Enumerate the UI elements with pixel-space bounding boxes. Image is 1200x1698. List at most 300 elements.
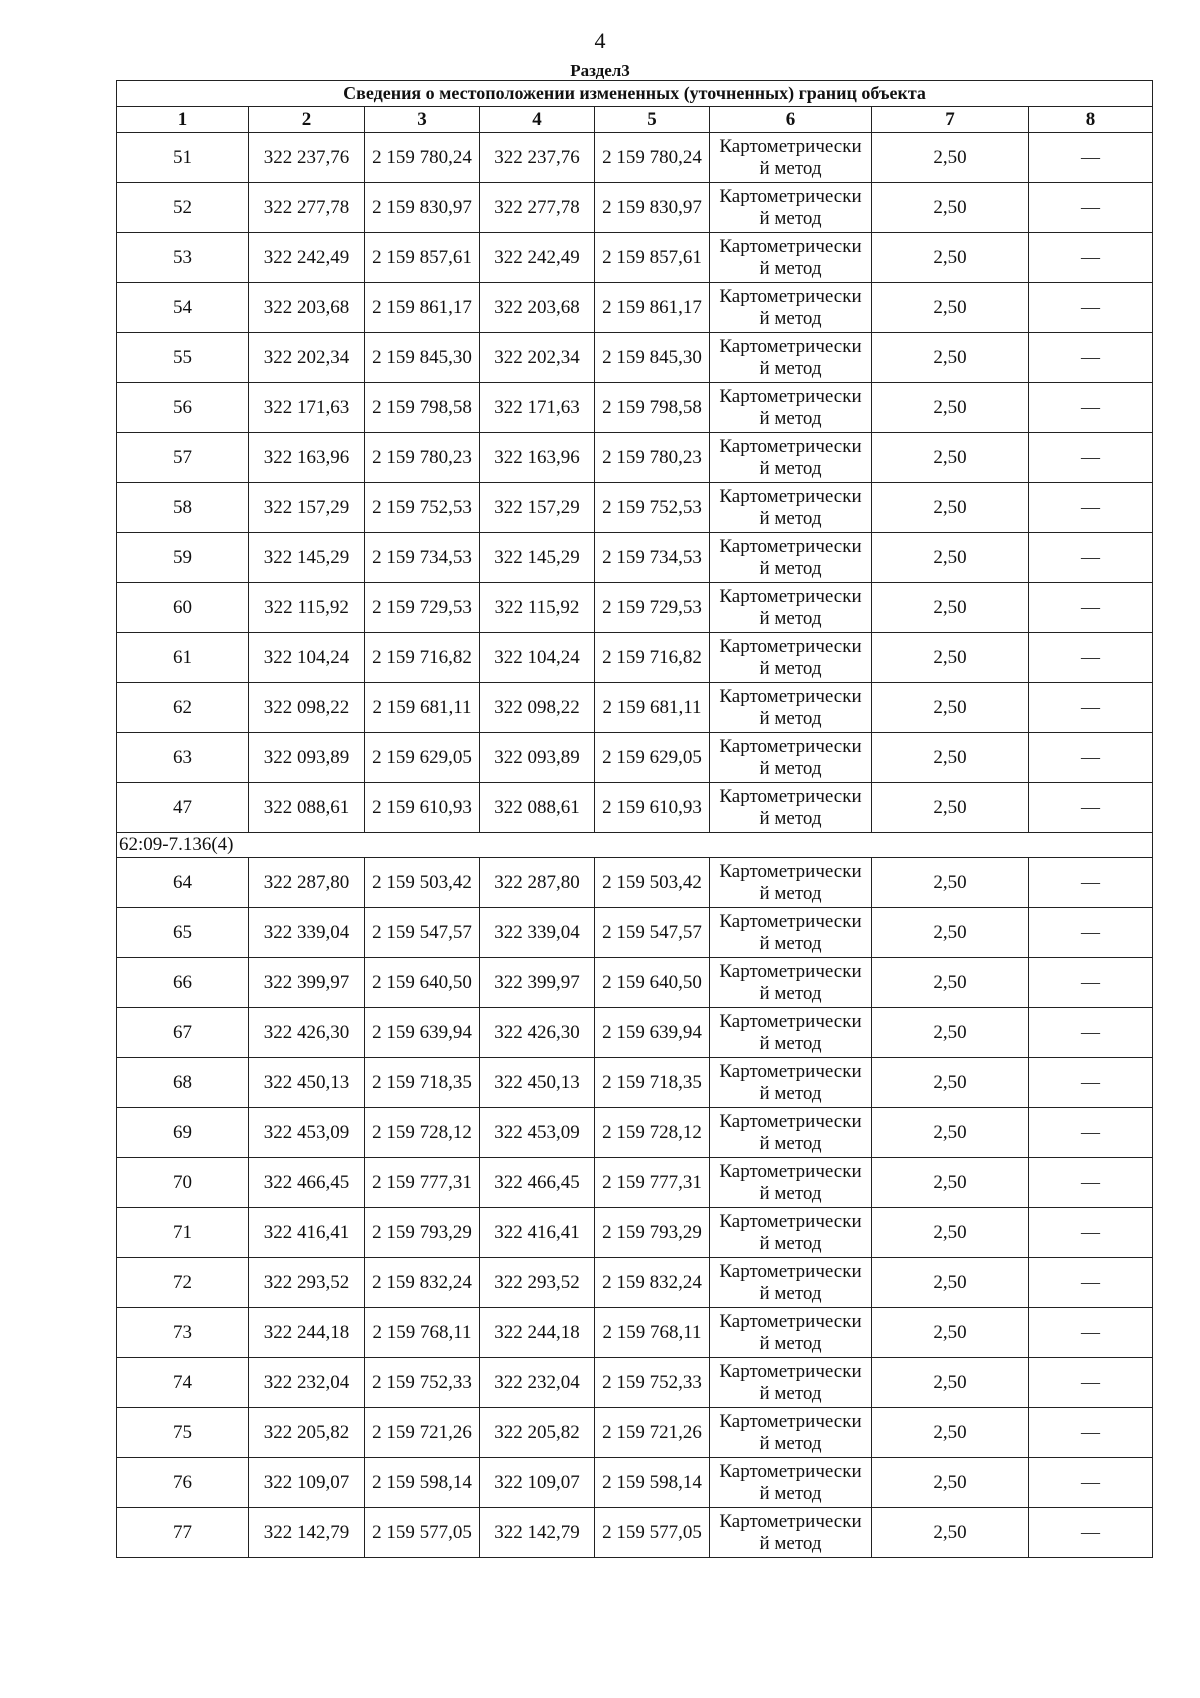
y-coordinate: 2 159 629,05 — [365, 733, 480, 783]
point-number: 60 — [117, 583, 249, 633]
point-number: 47 — [117, 783, 249, 833]
y-coordinate: 2 159 780,23 — [365, 433, 480, 483]
table-row — [117, 958, 1153, 1008]
table-row — [117, 533, 1153, 583]
method-text-line2: й метод — [759, 1432, 822, 1454]
y-coordinate-new: 2 159 832,24 — [595, 1258, 710, 1308]
x-coordinate-new: 322 277,78 — [480, 183, 595, 233]
description-cell: — — [1029, 1258, 1153, 1308]
y-coordinate: 2 159 721,26 — [365, 1408, 480, 1458]
x-coordinate: 322 088,61 — [249, 783, 365, 833]
method-text-line1: Картометрически — [719, 1110, 862, 1132]
x-coordinate: 322 242,49 — [249, 233, 365, 283]
table-row — [117, 858, 1153, 908]
x-coordinate-new: 322 232,04 — [480, 1358, 595, 1408]
y-coordinate: 2 159 861,17 — [365, 283, 480, 333]
y-coordinate-new: 2 159 639,94 — [595, 1008, 710, 1058]
accuracy-value: 2,50 — [872, 1258, 1029, 1308]
point-number: 64 — [117, 858, 249, 908]
method-cell — [710, 383, 872, 433]
method-text-line1: Картометрически — [719, 1210, 862, 1232]
accuracy-value: 2,50 — [872, 1158, 1029, 1208]
table-title-row — [117, 81, 1153, 107]
accuracy-value: 2,50 — [872, 533, 1029, 583]
point-number: 73 — [117, 1308, 249, 1358]
method-cell — [710, 1108, 872, 1158]
description-cell: — — [1029, 1458, 1153, 1508]
description-cell: — — [1029, 333, 1153, 383]
description-cell: — — [1029, 783, 1153, 833]
accuracy-value: 2,50 — [872, 633, 1029, 683]
x-coordinate: 322 293,52 — [249, 1258, 365, 1308]
x-coordinate-new: 322 399,97 — [480, 958, 595, 1008]
table-row — [117, 1408, 1153, 1458]
accuracy-value: 2,50 — [872, 958, 1029, 1008]
method-text-line1: Картометрически — [719, 435, 862, 457]
method-cell — [710, 1358, 872, 1408]
method-cell — [710, 1158, 872, 1208]
x-coordinate: 322 287,80 — [249, 858, 365, 908]
y-coordinate: 2 159 716,82 — [365, 633, 480, 683]
x-coordinate-new: 322 339,04 — [480, 908, 595, 958]
y-coordinate-new: 2 159 503,42 — [595, 858, 710, 908]
table-row — [117, 783, 1153, 833]
method-text-line1: Картометрически — [719, 335, 862, 357]
column-header: 1 — [117, 107, 249, 133]
method-cell — [710, 533, 872, 583]
y-coordinate: 2 159 832,24 — [365, 1258, 480, 1308]
point-number: 77 — [117, 1508, 249, 1558]
column-header: 3 — [365, 107, 480, 133]
x-coordinate-new: 322 142,79 — [480, 1508, 595, 1558]
y-coordinate: 2 159 728,12 — [365, 1108, 480, 1158]
y-coordinate-new: 2 159 681,11 — [595, 683, 710, 733]
y-coordinate: 2 159 681,11 — [365, 683, 480, 733]
section-title: Раздел3 — [570, 61, 630, 80]
x-coordinate: 322 145,29 — [249, 533, 365, 583]
method-text-line1: Картометрически — [719, 135, 862, 157]
table-row — [117, 333, 1153, 383]
x-coordinate: 322 237,76 — [249, 133, 365, 183]
column-header: 7 — [872, 107, 1029, 133]
y-coordinate-new: 2 159 728,12 — [595, 1108, 710, 1158]
table-row — [117, 1358, 1153, 1408]
point-number: 69 — [117, 1108, 249, 1158]
method-text-line1: Картометрически — [719, 735, 862, 757]
x-coordinate: 322 104,24 — [249, 633, 365, 683]
x-coordinate: 322 203,68 — [249, 283, 365, 333]
method-text-line1: Картометрически — [719, 485, 862, 507]
x-coordinate-new: 322 145,29 — [480, 533, 595, 583]
table-row — [117, 1308, 1153, 1358]
method-text-line2: й метод — [759, 1282, 822, 1304]
accuracy-value: 2,50 — [872, 1108, 1029, 1158]
column-header: 5 — [595, 107, 710, 133]
method-cell — [710, 1208, 872, 1258]
method-text-line2: й метод — [759, 1232, 822, 1254]
point-number: 68 — [117, 1058, 249, 1108]
description-cell: — — [1029, 1008, 1153, 1058]
y-coordinate-new: 2 159 780,23 — [595, 433, 710, 483]
x-coordinate-new: 322 088,61 — [480, 783, 595, 833]
method-cell — [710, 958, 872, 1008]
accuracy-value: 2,50 — [872, 1008, 1029, 1058]
table-row — [117, 383, 1153, 433]
y-coordinate-new: 2 159 752,53 — [595, 483, 710, 533]
method-text-line1: Картометрически — [719, 685, 862, 707]
y-coordinate-new: 2 159 729,53 — [595, 583, 710, 633]
y-coordinate-new: 2 159 598,14 — [595, 1458, 710, 1508]
accuracy-value: 2,50 — [872, 383, 1029, 433]
x-coordinate-new: 322 466,45 — [480, 1158, 595, 1208]
table-row — [117, 283, 1153, 333]
x-coordinate-new: 322 104,24 — [480, 633, 595, 683]
y-coordinate: 2 159 780,24 — [365, 133, 480, 183]
x-coordinate-new: 322 450,13 — [480, 1058, 595, 1108]
description-cell: — — [1029, 1108, 1153, 1158]
x-coordinate: 322 142,79 — [249, 1508, 365, 1558]
description-cell: — — [1029, 583, 1153, 633]
y-coordinate-new: 2 159 798,58 — [595, 383, 710, 433]
point-number: 74 — [117, 1358, 249, 1408]
description-cell: — — [1029, 958, 1153, 1008]
x-coordinate: 322 163,96 — [249, 433, 365, 483]
method-cell — [710, 783, 872, 833]
table-row — [117, 1258, 1153, 1308]
description-cell: — — [1029, 1508, 1153, 1558]
accuracy-value: 2,50 — [872, 783, 1029, 833]
table-row — [117, 483, 1153, 533]
table-title: Сведения о местоположении измененных (уточненных) границ объекта — [117, 81, 1153, 107]
method-cell — [710, 633, 872, 683]
description-cell: — — [1029, 1208, 1153, 1258]
description-cell: — — [1029, 1158, 1153, 1208]
x-coordinate: 322 277,78 — [249, 183, 365, 233]
method-cell — [710, 583, 872, 633]
point-number: 72 — [117, 1258, 249, 1308]
method-text-line2: й метод — [759, 1382, 822, 1404]
table-row — [117, 683, 1153, 733]
x-coordinate-new: 322 293,52 — [480, 1258, 595, 1308]
y-coordinate-new: 2 159 610,93 — [595, 783, 710, 833]
description-cell: — — [1029, 1408, 1153, 1458]
method-text-line2: й метод — [759, 257, 822, 279]
point-number: 51 — [117, 133, 249, 183]
method-text-line2: й метод — [759, 407, 822, 429]
accuracy-value: 2,50 — [872, 433, 1029, 483]
accuracy-value: 2,50 — [872, 683, 1029, 733]
x-coordinate-new: 322 203,68 — [480, 283, 595, 333]
y-coordinate-new: 2 159 629,05 — [595, 733, 710, 783]
method-cell — [710, 183, 872, 233]
table-row — [117, 1008, 1153, 1058]
x-coordinate-new: 322 242,49 — [480, 233, 595, 283]
method-text-line2: й метод — [759, 1482, 822, 1504]
point-number: 75 — [117, 1408, 249, 1458]
method-text-line2: й метод — [759, 757, 822, 779]
method-cell — [710, 683, 872, 733]
y-coordinate: 2 159 857,61 — [365, 233, 480, 283]
table-row — [117, 233, 1153, 283]
y-coordinate-new: 2 159 845,30 — [595, 333, 710, 383]
point-number: 71 — [117, 1208, 249, 1258]
x-coordinate-new: 322 163,96 — [480, 433, 595, 483]
point-number: 66 — [117, 958, 249, 1008]
y-coordinate-new: 2 159 577,05 — [595, 1508, 710, 1558]
y-coordinate-new: 2 159 857,61 — [595, 233, 710, 283]
x-coordinate: 322 098,22 — [249, 683, 365, 733]
x-coordinate-new: 322 287,80 — [480, 858, 595, 908]
point-number: 57 — [117, 433, 249, 483]
column-header: 4 — [480, 107, 595, 133]
description-cell: — — [1029, 1058, 1153, 1108]
y-coordinate: 2 159 639,94 — [365, 1008, 480, 1058]
method-cell — [710, 333, 872, 383]
x-coordinate: 322 466,45 — [249, 1158, 365, 1208]
x-coordinate-new: 322 237,76 — [480, 133, 595, 183]
y-coordinate-new: 2 159 793,29 — [595, 1208, 710, 1258]
description-cell: — — [1029, 1308, 1153, 1358]
method-text-line2: й метод — [759, 657, 822, 679]
x-coordinate-new: 322 205,82 — [480, 1408, 595, 1458]
accuracy-value: 2,50 — [872, 733, 1029, 783]
y-coordinate: 2 159 768,11 — [365, 1308, 480, 1358]
table-row — [117, 1108, 1153, 1158]
y-coordinate: 2 159 830,97 — [365, 183, 480, 233]
y-coordinate-new: 2 159 861,17 — [595, 283, 710, 333]
description-cell: — — [1029, 533, 1153, 583]
y-coordinate: 2 159 793,29 — [365, 1208, 480, 1258]
x-coordinate-new: 322 109,07 — [480, 1458, 595, 1508]
x-coordinate: 322 244,18 — [249, 1308, 365, 1358]
method-cell — [710, 1308, 872, 1358]
method-cell — [710, 133, 872, 183]
y-coordinate-new: 2 159 721,26 — [595, 1408, 710, 1458]
method-text-line1: Картометрически — [719, 1060, 862, 1082]
point-number: 56 — [117, 383, 249, 433]
method-cell — [710, 433, 872, 483]
y-coordinate: 2 159 718,35 — [365, 1058, 480, 1108]
method-text-line2: й метод — [759, 207, 822, 229]
method-text-line2: й метод — [759, 557, 822, 579]
y-coordinate-new: 2 159 718,35 — [595, 1058, 710, 1108]
y-coordinate-new: 2 159 547,57 — [595, 908, 710, 958]
table-row — [117, 1158, 1153, 1208]
y-coordinate: 2 159 845,30 — [365, 333, 480, 383]
method-cell — [710, 1508, 872, 1558]
y-coordinate: 2 159 547,57 — [365, 908, 480, 958]
accuracy-value: 2,50 — [872, 1208, 1029, 1258]
y-coordinate-new: 2 159 768,11 — [595, 1308, 710, 1358]
description-cell: — — [1029, 733, 1153, 783]
x-coordinate: 322 115,92 — [249, 583, 365, 633]
y-coordinate: 2 159 640,50 — [365, 958, 480, 1008]
description-cell: — — [1029, 1358, 1153, 1408]
method-text-line2: й метод — [759, 932, 822, 954]
x-coordinate: 322 426,30 — [249, 1008, 365, 1058]
method-text-line1: Картометрически — [719, 185, 862, 207]
method-text-line1: Картометрически — [719, 910, 862, 932]
y-coordinate-new: 2 159 716,82 — [595, 633, 710, 683]
y-coordinate: 2 159 503,42 — [365, 858, 480, 908]
method-text-line2: й метод — [759, 607, 822, 629]
y-coordinate: 2 159 729,53 — [365, 583, 480, 633]
accuracy-value: 2,50 — [872, 1308, 1029, 1358]
y-coordinate-new: 2 159 777,31 — [595, 1158, 710, 1208]
group-row — [117, 833, 1153, 858]
method-text-line1: Картометрически — [719, 960, 862, 982]
table-row — [117, 1208, 1153, 1258]
accuracy-value: 2,50 — [872, 333, 1029, 383]
x-coordinate-new: 322 157,29 — [480, 483, 595, 533]
y-coordinate: 2 159 598,14 — [365, 1458, 480, 1508]
point-number: 55 — [117, 333, 249, 383]
x-coordinate-new: 322 416,41 — [480, 1208, 595, 1258]
table-row — [117, 733, 1153, 783]
method-text-line1: Картометрически — [719, 1310, 862, 1332]
x-coordinate: 322 157,29 — [249, 483, 365, 533]
x-coordinate: 322 093,89 — [249, 733, 365, 783]
method-text-line2: й метод — [759, 807, 822, 829]
y-coordinate: 2 159 777,31 — [365, 1158, 480, 1208]
y-coordinate-new: 2 159 780,24 — [595, 133, 710, 183]
method-cell — [710, 1008, 872, 1058]
method-cell — [710, 1408, 872, 1458]
method-text-line1: Картометрически — [719, 1010, 862, 1032]
accuracy-value: 2,50 — [872, 233, 1029, 283]
method-text-line1: Картометрически — [719, 1460, 862, 1482]
accuracy-value: 2,50 — [872, 483, 1029, 533]
method-text-line2: й метод — [759, 357, 822, 379]
accuracy-value: 2,50 — [872, 1508, 1029, 1558]
method-cell — [710, 1258, 872, 1308]
x-coordinate: 322 109,07 — [249, 1458, 365, 1508]
x-coordinate-new: 322 115,92 — [480, 583, 595, 633]
table-row — [117, 1058, 1153, 1108]
x-coordinate: 322 399,97 — [249, 958, 365, 1008]
accuracy-value: 2,50 — [872, 1358, 1029, 1408]
method-cell — [710, 283, 872, 333]
accuracy-value: 2,50 — [872, 1458, 1029, 1508]
description-cell: — — [1029, 433, 1153, 483]
y-coordinate: 2 159 577,05 — [365, 1508, 480, 1558]
method-cell — [710, 1458, 872, 1508]
table-row — [117, 133, 1153, 183]
accuracy-value: 2,50 — [872, 858, 1029, 908]
method-text-line1: Картометрически — [719, 1410, 862, 1432]
method-cell — [710, 858, 872, 908]
x-coordinate: 322 202,34 — [249, 333, 365, 383]
table-row — [117, 633, 1153, 683]
point-number: 70 — [117, 1158, 249, 1208]
x-coordinate-new: 322 093,89 — [480, 733, 595, 783]
accuracy-value: 2,50 — [872, 1408, 1029, 1458]
table-row — [117, 433, 1153, 483]
point-number: 54 — [117, 283, 249, 333]
method-text-line2: й метод — [759, 1132, 822, 1154]
point-number: 61 — [117, 633, 249, 683]
method-text-line1: Картометрически — [719, 785, 862, 807]
description-cell: — — [1029, 233, 1153, 283]
table-row — [117, 908, 1153, 958]
point-number: 58 — [117, 483, 249, 533]
method-cell — [710, 483, 872, 533]
point-number: 62 — [117, 683, 249, 733]
description-cell: — — [1029, 133, 1153, 183]
method-text-line2: й метод — [759, 157, 822, 179]
description-cell: — — [1029, 383, 1153, 433]
x-coordinate-new: 322 453,09 — [480, 1108, 595, 1158]
method-text-line1: Картометрически — [719, 1360, 862, 1382]
x-coordinate: 322 453,09 — [249, 1108, 365, 1158]
method-text-line2: й метод — [759, 507, 822, 529]
method-text-line1: Картометрически — [719, 585, 862, 607]
method-text-line1: Картометрически — [719, 1160, 862, 1182]
point-number: 53 — [117, 233, 249, 283]
method-text-line2: й метод — [759, 1332, 822, 1354]
method-text-line1: Картометрически — [719, 860, 862, 882]
table-row — [117, 583, 1153, 633]
description-cell: — — [1029, 283, 1153, 333]
method-text-line2: й метод — [759, 882, 822, 904]
method-text-line2: й метод — [759, 457, 822, 479]
table-row — [117, 183, 1153, 233]
accuracy-value: 2,50 — [872, 283, 1029, 333]
column-header: 6 — [710, 107, 872, 133]
x-coordinate: 322 416,41 — [249, 1208, 365, 1258]
point-number: 76 — [117, 1458, 249, 1508]
method-text-line1: Картометрически — [719, 385, 862, 407]
column-header: 2 — [249, 107, 365, 133]
x-coordinate: 322 450,13 — [249, 1058, 365, 1108]
method-text-line2: й метод — [759, 1182, 822, 1204]
method-text-line2: й метод — [759, 1032, 822, 1054]
y-coordinate: 2 159 798,58 — [365, 383, 480, 433]
accuracy-value: 2,50 — [872, 908, 1029, 958]
point-number: 65 — [117, 908, 249, 958]
method-text-line1: Картометрически — [719, 1260, 862, 1282]
column-header-row — [117, 107, 1153, 133]
x-coordinate: 322 171,63 — [249, 383, 365, 433]
method-cell — [710, 733, 872, 783]
method-text-line2: й метод — [759, 707, 822, 729]
accuracy-value: 2,50 — [872, 1058, 1029, 1108]
method-text-line2: й метод — [759, 1532, 822, 1554]
x-coordinate: 322 232,04 — [249, 1358, 365, 1408]
table-row — [117, 1508, 1153, 1558]
y-coordinate-new: 2 159 830,97 — [595, 183, 710, 233]
y-coordinate-new: 2 159 734,53 — [595, 533, 710, 583]
y-coordinate: 2 159 752,53 — [365, 483, 480, 533]
accuracy-value: 2,50 — [872, 583, 1029, 633]
method-text-line1: Картометрически — [719, 535, 862, 557]
page-number: 4 — [594, 28, 606, 53]
accuracy-value: 2,50 — [872, 133, 1029, 183]
table-row — [117, 1458, 1153, 1508]
x-coordinate-new: 322 202,34 — [480, 333, 595, 383]
method-text-line2: й метод — [759, 1082, 822, 1104]
description-cell: — — [1029, 908, 1153, 958]
method-text-line2: й метод — [759, 307, 822, 329]
column-header: 8 — [1029, 107, 1153, 133]
method-cell — [710, 233, 872, 283]
method-text-line1: Картометрически — [719, 635, 862, 657]
x-coordinate: 322 205,82 — [249, 1408, 365, 1458]
x-coordinate-new: 322 426,30 — [480, 1008, 595, 1058]
y-coordinate: 2 159 734,53 — [365, 533, 480, 583]
method-text-line1: Картометрически — [719, 1510, 862, 1532]
y-coordinate-new: 2 159 640,50 — [595, 958, 710, 1008]
